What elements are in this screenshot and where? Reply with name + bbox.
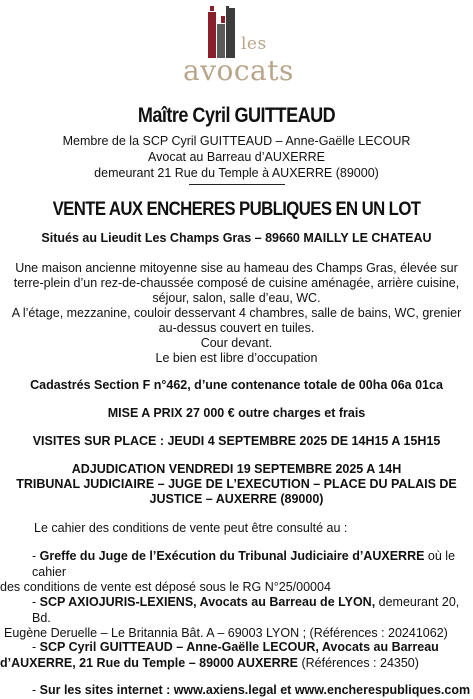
- adjudication-line-1: ADJUDICATION VENDREDI 19 SEPTEMBRE 2025 A 14H: [71, 462, 402, 476]
- description-line-2: terre-plein d’un rez-de-chaussée composé de cuisine aménagée, arrière cuisine,: [13, 276, 460, 290]
- divider: [189, 184, 285, 185]
- contact-guitteaud-ref: (Références : 24350): [298, 655, 419, 670]
- description-line-3: séjour, salon, salle d’eau, WC.: [152, 291, 321, 305]
- contact-guitteaud-address: d’AUXERRE, 21 Rue du Temple – 89000 AUXERRE: [0, 655, 299, 670]
- logo-blocks-icon: [208, 6, 238, 58]
- contact-greffe: - Greffe du Juge de l’Exécution du Tribunal Judiciaire d’AUXERRE où le cahier des conditions de vente est déposé sous le RG N°25/00004: [0, 549, 473, 596]
- description-line-6: Cour devant.: [200, 336, 273, 350]
- sale-location: Situés au Lieudit Les Champs Gras – 89660 MAILLY LE CHATEAU: [41, 231, 432, 245]
- description-line-4: A l’étage, mezzanine, couloir desservant 4 chambres, salle de bains, WC, grenier: [11, 306, 462, 320]
- contact-axiojuris-rest: demeurant 20, Bd.: [32, 595, 460, 625]
- lawyer-line-2: Avocat au Barreau d’AUXERRE: [148, 150, 325, 164]
- description-line-1: Une maison ancienne mitoyenne sise au hameau des Champs Gras, élevée sur: [15, 261, 458, 275]
- contact-websites: - Sur les sites internet : www.axiens.legal et www.encherespubliques.com: [32, 683, 471, 697]
- lawyer-line-1: Membre de la SCP Cyril GUITTEAUD – Anne-Gaëlle LECOUR: [62, 134, 411, 148]
- contact-axiojuris-line-2: Eugène Deruelle – Le Britannia Bât. A – 69003 LYON ; (Références : 20241062): [4, 626, 448, 640]
- lawyer-line-3: demeurant 21 Rue du Temple à AUXERRE (89000): [94, 166, 379, 180]
- contact-websites-text: Sur les sites internet : www.axiens.legal et www.encherespubliques.com: [39, 683, 471, 697]
- cadastre: Cadastrés Section F n°462, d’une contenance totale de 00ha 06a 01ca: [30, 378, 443, 392]
- description-line-5: au-dessus couvert en tuiles.: [158, 321, 315, 335]
- avocats-logo: [183, 6, 293, 94]
- lawyer-name: Maître Cyril GUITTEAUD: [137, 104, 336, 127]
- logo-text-les: les: [241, 34, 267, 54]
- logo-text-avocats: avocats: [183, 54, 294, 87]
- contact-greffe-rest: où le cahier: [32, 549, 456, 579]
- contact-guitteaud: - SCP Cyril GUITTEAUD – Anne-Gaëlle LECOUR, Avocats au Barreau d’AUXERRE, 21 Rue du Temple – 89000 AUXERRE (Références : 24350): [0, 640, 439, 670]
- consult-intro: Le cahier des conditions de vente peut être consulté au :: [34, 521, 348, 535]
- contact-greffe-name: Greffe du Juge de l’Exécution du Tribunal Judiciaire d’AUXERRE: [39, 549, 425, 563]
- adjudication-line-2: TRIBUNAL JUDICIAIRE – JUGE DE L’EXECUTION – PLACE DU PALAIS DE: [16, 477, 457, 491]
- contact-guitteaud-name: SCP Cyril GUITTEAUD – Anne-Gaëlle LECOUR, Avocats au Barreau: [39, 640, 439, 654]
- contact-axiojuris-name: SCP AXIOJURIS-LEXIENS, Avocats au Barreau de LYON,: [39, 595, 376, 609]
- visits: VISITES SUR PLACE : JEUDI 4 SEPTEMBRE 2025 DE 14H15 A 15H15: [32, 434, 441, 448]
- contact-axiojuris: - SCP AXIOJURIS-LEXIENS, Avocats au Barreau de LYON, demeurant 20, Bd. Eugène Deruelle – Le Britannia Bât. A – 69003 LYON ; (Références : 20241062): [0, 595, 473, 642]
- sale-heading: VENTE AUX ENCHERES PUBLIQUES EN UN LOT: [52, 198, 421, 220]
- description-line-7: Le bien est libre d’occupation: [155, 351, 318, 365]
- contact-greffe-line-2: des conditions de vente est déposé sous le RG N°25/00004: [0, 580, 331, 594]
- adjudication-line-3: JUSTICE – AUXERRE (89000): [149, 492, 324, 506]
- starting-price: MISE A PRIX 27 000 € outre charges et frais: [107, 406, 366, 420]
